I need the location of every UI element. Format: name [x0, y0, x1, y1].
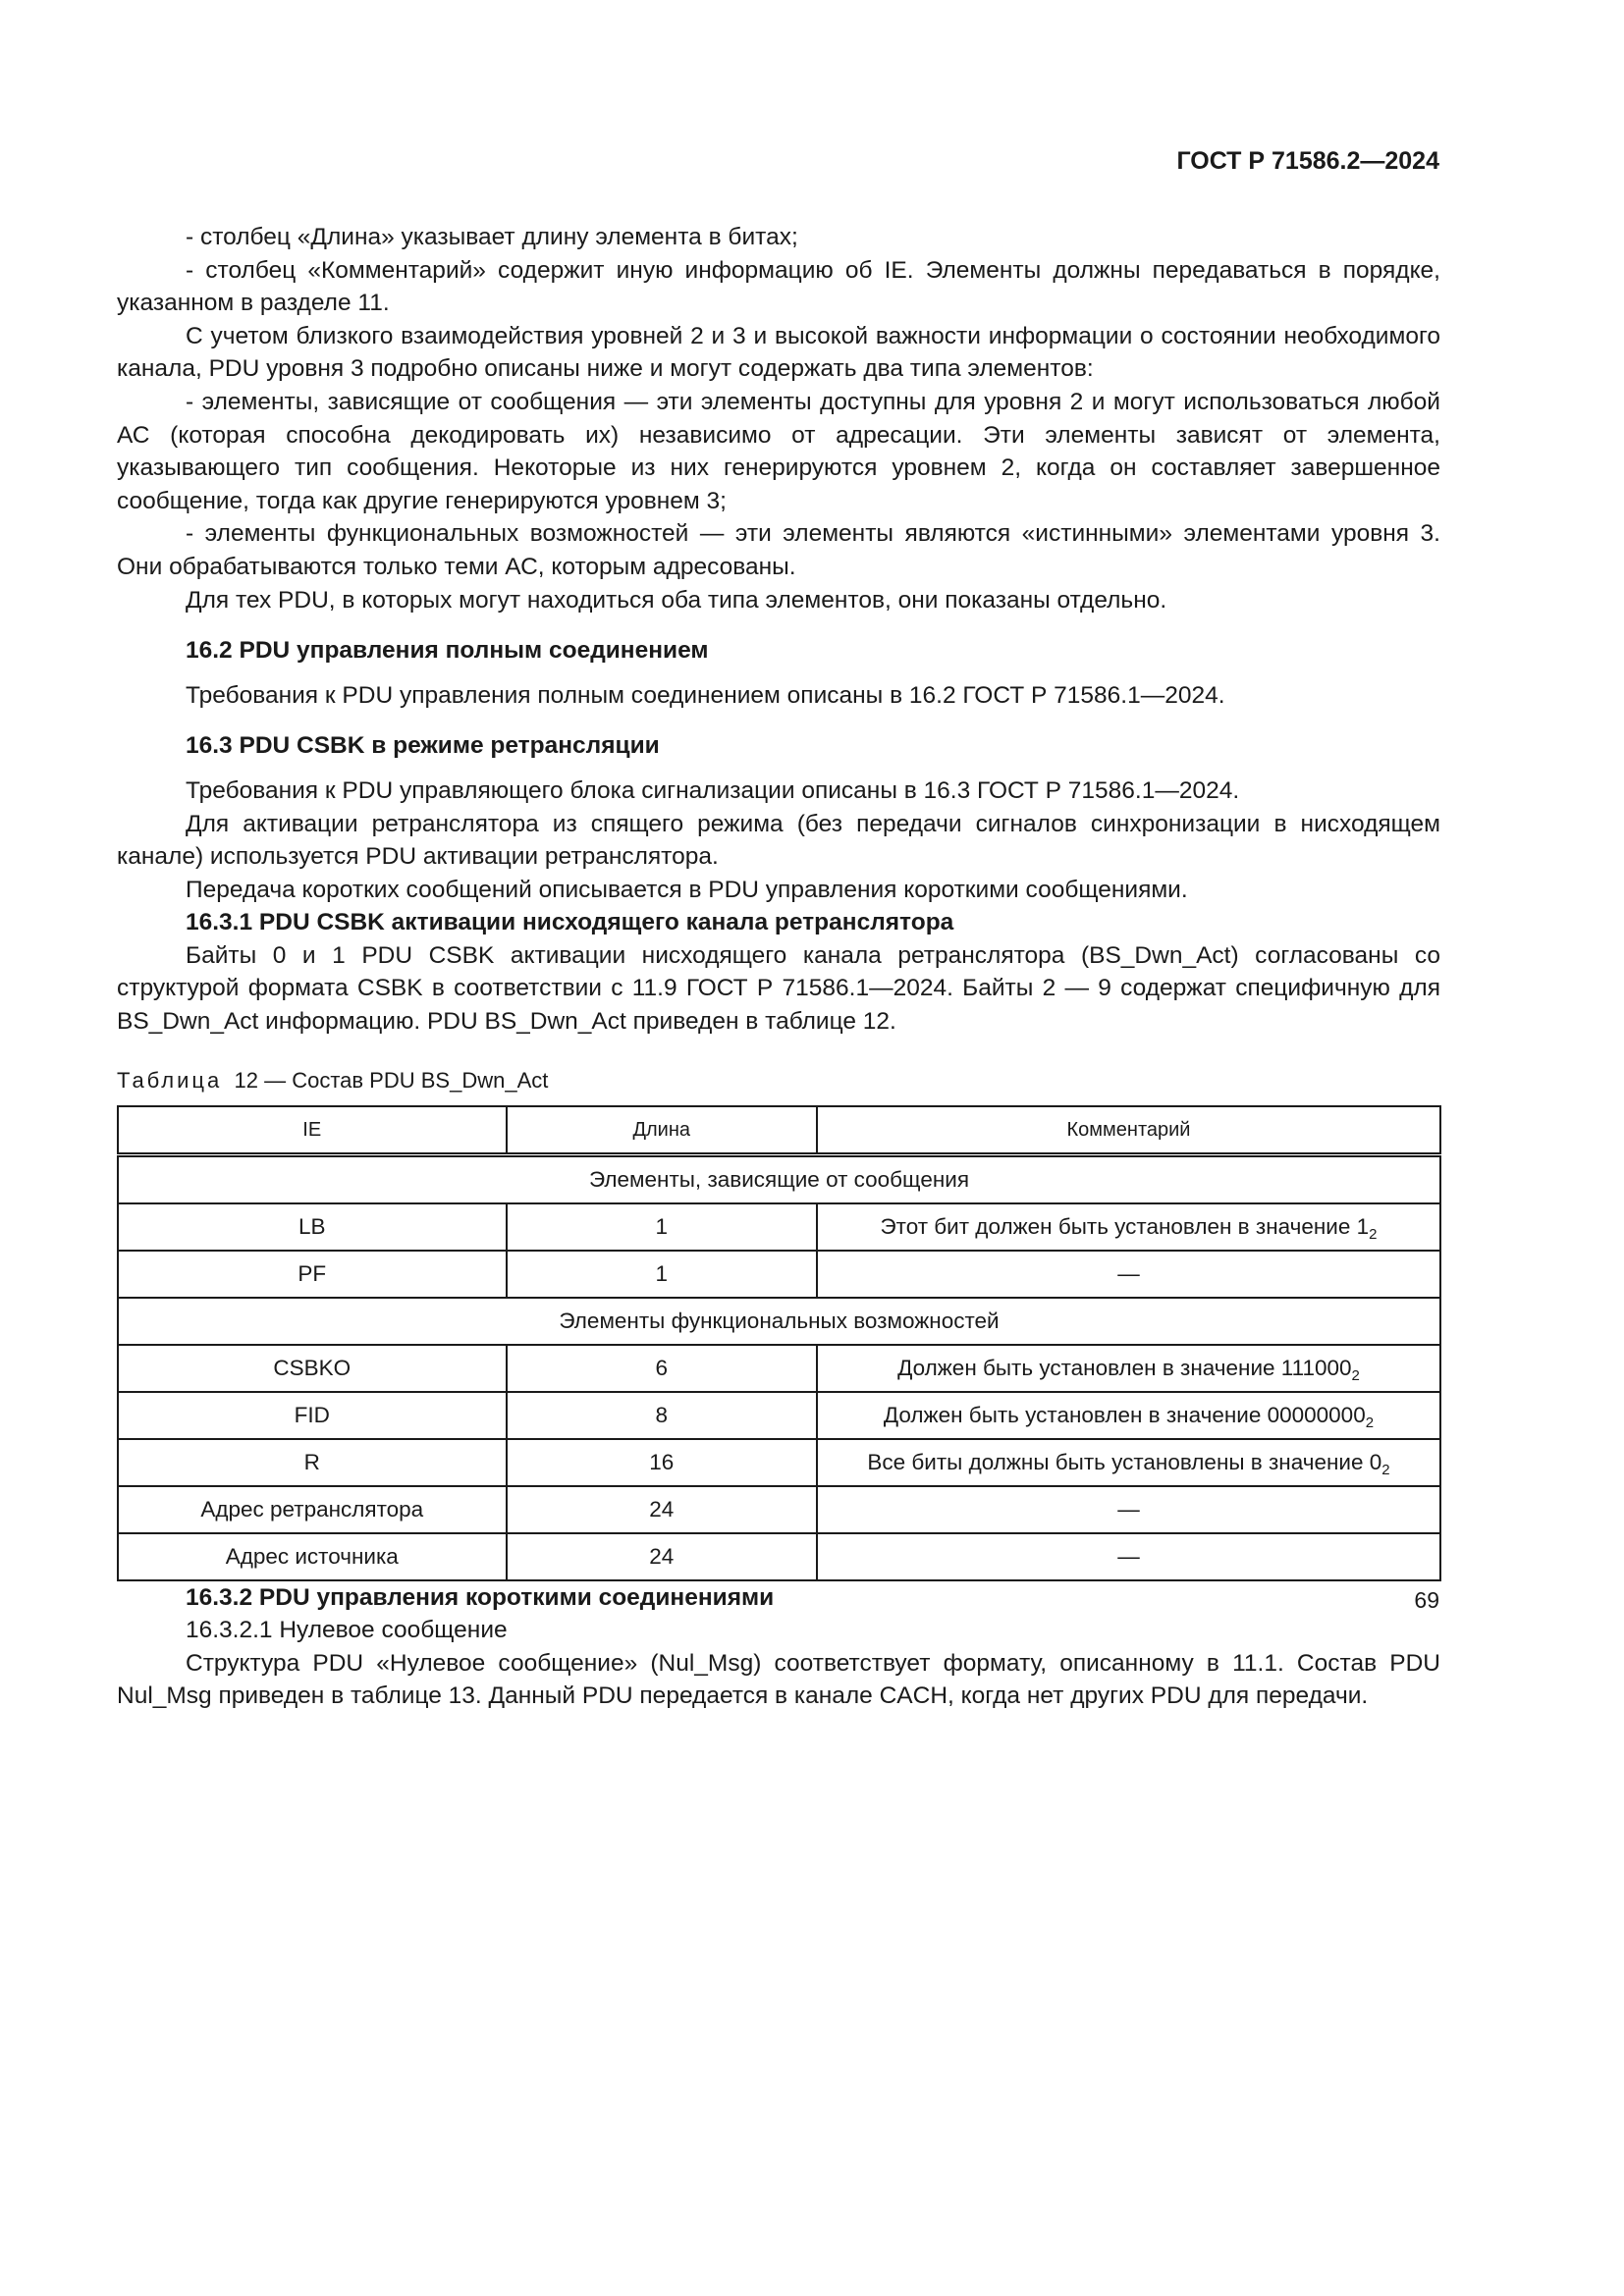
page-number: 69: [1414, 1587, 1439, 1613]
table-caption-word: Таблица: [117, 1067, 223, 1093]
cell-comment: [817, 1251, 1440, 1298]
paragraph: Для активации ретранслятора из спящего режима (без передачи сигналов синхронизации в нисходящем канале) используется PDU активации ретранслятора.: [117, 810, 1440, 871]
paragraph: - элементы, зависящие от сообщения — эти элементы доступны для уровня 2 и могут использоваться любой АС (которая способна декодировать их) независимо от адресации. Эти элементы зависят от элемента, указывающего тип сообщения. Некоторые из них генерируются уровнем 2, когда он составляет завершенное сообщение, тогда как другие генерируются уровнем 3;: [117, 388, 1440, 514]
cell-length: 24: [507, 1486, 817, 1533]
column-header-length: Длина: [507, 1106, 817, 1155]
column-header-ie: IE: [118, 1106, 507, 1155]
comment-text: Все биты должны быть установлены в значение 0: [867, 1449, 1382, 1474]
cell-length: 1: [507, 1203, 817, 1251]
comment-text: —: [1117, 1543, 1140, 1569]
group-label: Элементы функциональных возможностей: [118, 1298, 1440, 1345]
paragraph-subheading: 16.3.2.1 Нулевое сообщение: [186, 1617, 508, 1644]
cell-ie: PF: [118, 1251, 507, 1298]
cell-comment: [817, 1486, 1440, 1533]
table-row: [118, 1486, 1440, 1533]
table-group-row: [118, 1154, 1440, 1203]
cell-length: 24: [507, 1533, 817, 1580]
paragraph: С учетом близкого взаимодействия уровней 2 и 3 и высокой важности информации о состоянии необходимого канала, PDU уровня 3 подробно описаны ниже и могут содержать два типа элементов:: [117, 322, 1440, 383]
paragraph: Передача коротких сообщений описывается в PDU управления короткими сообщениями.: [186, 876, 1188, 903]
document-code-header: ГОСТ Р 71586.2—2024: [1176, 147, 1439, 175]
subscript: 2: [1369, 1225, 1378, 1243]
cell-length: 6: [507, 1345, 817, 1392]
table-group-row: [118, 1298, 1440, 1345]
cell-ie: FID: [118, 1392, 507, 1439]
cell-comment: [817, 1203, 1440, 1251]
comment-text: —: [1117, 1260, 1140, 1286]
table-row: [118, 1392, 1440, 1439]
section-heading-16-3: 16.3 PDU CSBK в режиме ретрансляции: [186, 732, 660, 760]
cell-comment: [817, 1345, 1440, 1392]
paragraph: - столбец «Комментарий» содержит иную информацию об IE. Элементы должны передаваться в порядке, указанном в разделе 11.: [117, 256, 1440, 317]
paragraph: Байты 0 и 1 PDU CSBK активации нисходящего канала ретранслятора (BS_Dwn_Act) согласованы со структурой формата CSBK в соответствии с 11.9 ГОСТ Р 71586.1—2024. Байты 2 — 9 содержат специфичную для BS_Dwn_Act информацию. PDU BS_Dwn_Act приведен в таблице 12.: [117, 941, 1440, 1036]
cell-length: 8: [507, 1392, 817, 1439]
composition-table: [117, 1105, 1441, 1581]
table-header-row: [118, 1106, 1440, 1155]
subscript: 2: [1381, 1461, 1390, 1478]
paragraph: - элементы функциональных возможностей — эти элементы являются «истинными» элементами уровня 3. Они обрабатываются только теми АС, которым адресованы.: [117, 520, 1440, 580]
comment-text: —: [1117, 1496, 1140, 1522]
table-row: [118, 1203, 1440, 1251]
cell-ie: R: [118, 1439, 507, 1486]
table-caption: [117, 1066, 1440, 1095]
cell-comment: [817, 1533, 1440, 1580]
cell-length: 16: [507, 1439, 817, 1486]
comment-text: Этот бит должен быть установлен в значение 1: [880, 1213, 1370, 1239]
subsection-heading-16-3-1: 16.3.1 PDU CSBK активации нисходящего канала ретранслятора: [186, 909, 954, 936]
subscript: 2: [1365, 1414, 1375, 1431]
cell-ie: Адрес источника: [118, 1533, 507, 1580]
table-row: [118, 1533, 1440, 1580]
paragraph: Структура PDU «Нулевое сообщение» (Nul_Msg) соответствует формату, описанному в 11.1. Состав PDU Nul_Msg приведен в таблице 13. Данный PDU передается в канале CACH, когда нет других PDU для передачи.: [117, 1649, 1440, 1710]
cell-ie: LB: [118, 1203, 507, 1251]
table-caption-title: 12 — Состав PDU BS_Dwn_Act: [234, 1067, 549, 1093]
paragraph: Для тех PDU, в которых могут находиться оба типа элементов, они показаны отдельно.: [186, 586, 1167, 614]
page-body: [117, 221, 1440, 1713]
paragraph: Требования к PDU управления полным соединением описаны в 16.2 ГОСТ Р 71586.1—2024.: [186, 681, 1225, 709]
table-row: [118, 1251, 1440, 1298]
subsection-heading-16-3-2: 16.3.2 PDU управления короткими соединениями: [186, 1583, 775, 1611]
paragraph: Требования к PDU управляющего блока сигнализации описаны в 16.3 ГОСТ Р 71586.1—2024.: [186, 776, 1240, 804]
subscript: 2: [1351, 1366, 1360, 1384]
table-row: [118, 1345, 1440, 1392]
table-row: [118, 1439, 1440, 1486]
cell-comment: [817, 1439, 1440, 1486]
cell-ie: Адрес ретранслятора: [118, 1486, 507, 1533]
comment-text: Должен быть установлен в значение 111000: [897, 1355, 1352, 1380]
section-heading-16-2: 16.2 PDU управления полным соединением: [186, 637, 709, 665]
cell-length: 1: [507, 1251, 817, 1298]
comment-text: Должен быть установлен в значение 00000000: [883, 1402, 1366, 1427]
paragraph: - столбец «Длина» указывает длину элемента в битах;: [186, 224, 798, 250]
cell-ie: CSBKO: [118, 1345, 507, 1392]
group-label: Элементы, зависящие от сообщения: [118, 1154, 1440, 1203]
cell-comment: [817, 1392, 1440, 1439]
column-header-comment: Комментарий: [817, 1106, 1440, 1155]
